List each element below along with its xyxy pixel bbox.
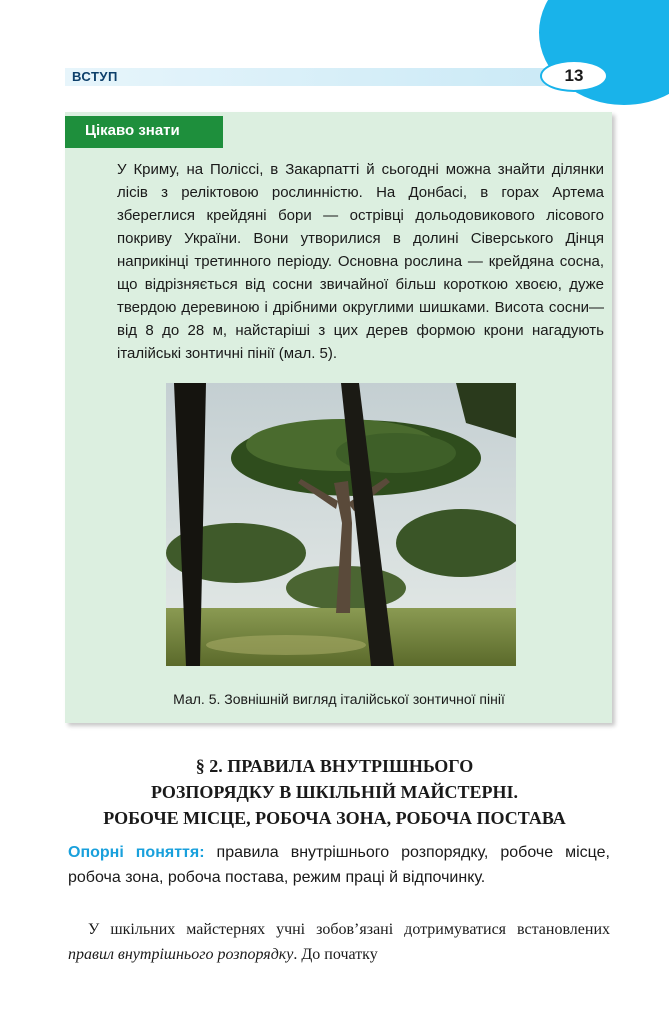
key-concepts-text: правила внутрішнього розпорядку, робоче місце, робоча зона, робоча постава, режим праці й відпочинку.: [68, 844, 610, 886]
body-text-end: . До початку: [293, 946, 378, 963]
info-box-text: У Криму, на Поліссі, в Закарпатті й сьогодні можна знайти ділянки лісів з реліктовою рослинністю. На Донбасі, в горах Артема збереглися крейдяні бори — острівці дольодовикового лісового покриву України. Вони утворилися в долині Сіверського Дінця наприкінці третинного періоду. Основна рослина — крейдяна сосна, що відрізняється від сосни звичайної більш короткою хвоєю, дуже твердою деревиною і дрібними округлими шишками. Висота сосни— від 8 до 28 м, найстаріші з цих дерев формою крони нагадують італійські зонтичні пінії (мал. 5).: [117, 161, 604, 362]
info-box-tag: Цікаво знати: [65, 116, 223, 148]
section-heading: [60, 753, 609, 831]
body-paragraph: [68, 917, 610, 967]
section-heading-line1: § 2. ПРАВИЛА ВНУТРІШНЬОГО: [195, 756, 474, 776]
section-heading-line3: РОБОЧЕ МІСЦЕ, РОБОЧА ЗОНА, РОБОЧА ПОСТАВА: [103, 808, 566, 828]
key-concepts-label: Опорні поняття:: [68, 844, 205, 861]
running-header: ВСТУП: [72, 69, 118, 84]
page-number: 13: [540, 60, 608, 92]
key-concepts: [68, 840, 610, 890]
figure-caption: Мал. 5. Зовнішній вигляд італійської зонтичної пінії: [173, 691, 505, 707]
section-heading-line2: РОЗПОРЯДКУ В ШКІЛЬНІЙ МАЙСТЕРНІ.: [151, 782, 518, 802]
umbrella-pine-photo: [166, 383, 516, 666]
header-bar: [65, 68, 585, 86]
body-text-start: У шкільних майстернях учні зобов’язані дотримуватися встановлених: [88, 921, 610, 938]
body-text-italic: правил внутрішнього розпорядку: [68, 946, 294, 963]
